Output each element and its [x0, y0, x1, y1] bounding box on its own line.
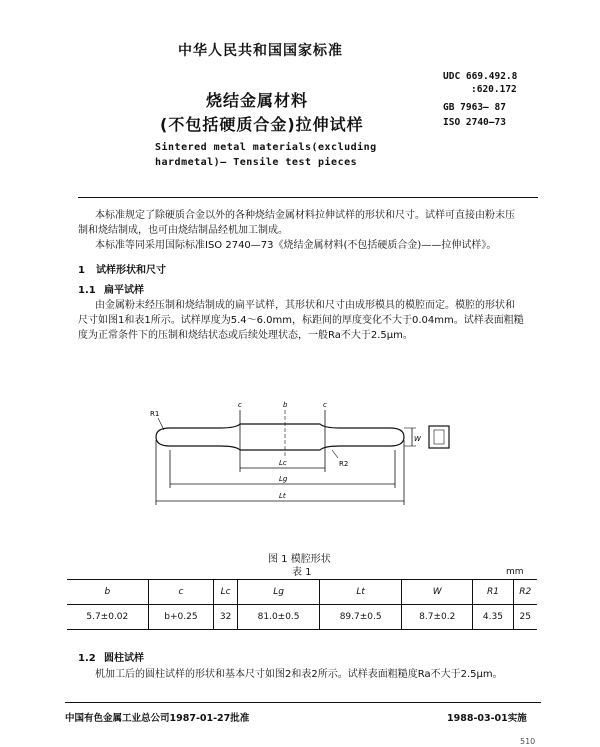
table1-header-cell: b [67, 580, 148, 605]
label-w: W [414, 435, 421, 443]
label-r1: R1 [150, 410, 160, 418]
table1-row [67, 605, 537, 630]
label-c-right: c [323, 401, 327, 409]
table1 [67, 579, 537, 630]
label-lt: Lt [279, 492, 286, 500]
section-view [429, 426, 449, 448]
section12-number: 1.2 [78, 653, 96, 664]
r1-leader [158, 418, 164, 430]
section1-heading: 试样形状和尺寸 [96, 265, 166, 276]
table1-cell: 8.7±0.2 [402, 605, 473, 630]
figure1-drawing [140, 390, 460, 525]
intro-p1-line2: 制和烧结制成，也可由烧结制品经机加工制成。 [78, 225, 288, 236]
section-view-inner [434, 430, 444, 444]
udc-code: UDC 669.492.8 [443, 71, 518, 82]
divider-top [78, 197, 538, 198]
table1-header-cell: Lc [214, 580, 238, 605]
gb-code: GB 7963— 87 [443, 102, 506, 113]
table1-cell: b+0.25 [148, 605, 214, 630]
section11-heading: 扁平试样 [104, 285, 144, 296]
table1-header-row [67, 580, 537, 605]
label-c-left: c [238, 401, 242, 409]
table1-header-cell: W [402, 580, 473, 605]
label-b: b [283, 401, 288, 409]
section12-heading: 圆柱试样 [104, 653, 144, 664]
section11-line1: 由金属粉末经压制和烧结制成的扁平试样，其形状和尺寸由成形模具的模腔而定。模腔的形状和 [95, 300, 515, 311]
section11-line2: 尺寸如图1和表1所示。试样厚度为5.4～6.0mm，标距间的厚度变化不大于0.04mm。试样表面粗糙 [78, 315, 524, 326]
table1-header-cell: R2 [513, 580, 537, 605]
approval-text: 中国有色金属工业总公司1987-01-27批准 [65, 713, 250, 724]
intro-p2: 本标准等同采用国际标准ISO 2740—73《烧结金属材料(不包括硬质合金)——拉伸试样》。 [95, 240, 497, 251]
section11-line3: 度为正常条件下的压制和烧结状态或后续处理状态，一般Ra不大于2.5μm。 [78, 330, 413, 341]
title-en-line1: Sintered metal materials(excluding [155, 142, 377, 153]
table1-unit: mm [506, 567, 524, 577]
title-en-line2: hardmetal)— Tensile test pieces [155, 157, 358, 168]
title-zh-line2: (不包括硬质合金)拉伸试样 [160, 115, 364, 134]
table1-header-cell: R1 [473, 580, 513, 605]
table1-title: 表 1 [292, 567, 312, 578]
section11-number: 1.1 [78, 285, 96, 296]
intro-p1-line1: 本标准规定了除硬质合金以外的各种烧结金属材料拉伸试样的形状和尺寸。试样可直接由粉末压 [95, 210, 515, 221]
figure1-caption: 图 1 模腔形状 [268, 554, 331, 565]
section1-number: 1 [78, 265, 85, 276]
table1-cell: 4.35 [473, 605, 513, 630]
standard-title: 中华人民共和国国家标准 [178, 43, 343, 59]
r2-leader [332, 450, 338, 458]
udc-code-cont: :620.172 [471, 84, 517, 95]
divider-bottom [65, 702, 541, 703]
table1-header-cell: Lt [320, 580, 402, 605]
label-lc: Lc [279, 459, 287, 467]
table1-cell: 5.7±0.02 [67, 605, 148, 630]
table1-header-cell: c [148, 580, 214, 605]
table1-cell: 25 [513, 605, 537, 630]
page-number: 510 [520, 737, 536, 746]
table1-cell: 81.0±0.5 [238, 605, 320, 630]
section12-text: 机加工后的圆柱试样的形状和基本尺寸如图2和表2所示。试样表面粗糙度Ra不大于2.5μm。 [95, 669, 503, 680]
table1-cell: 32 [214, 605, 238, 630]
label-lg: Lg [279, 475, 288, 483]
iso-code: ISO 2740—73 [443, 117, 506, 128]
specimen-outline [156, 424, 404, 450]
label-r2: R2 [339, 460, 349, 468]
title-zh-line1: 烧结金属材料 [206, 91, 309, 110]
table1-header-cell: Lg [238, 580, 320, 605]
table1-cell: 89.7±0.5 [320, 605, 402, 630]
implementation-text: 1988-03-01实施 [447, 713, 527, 724]
